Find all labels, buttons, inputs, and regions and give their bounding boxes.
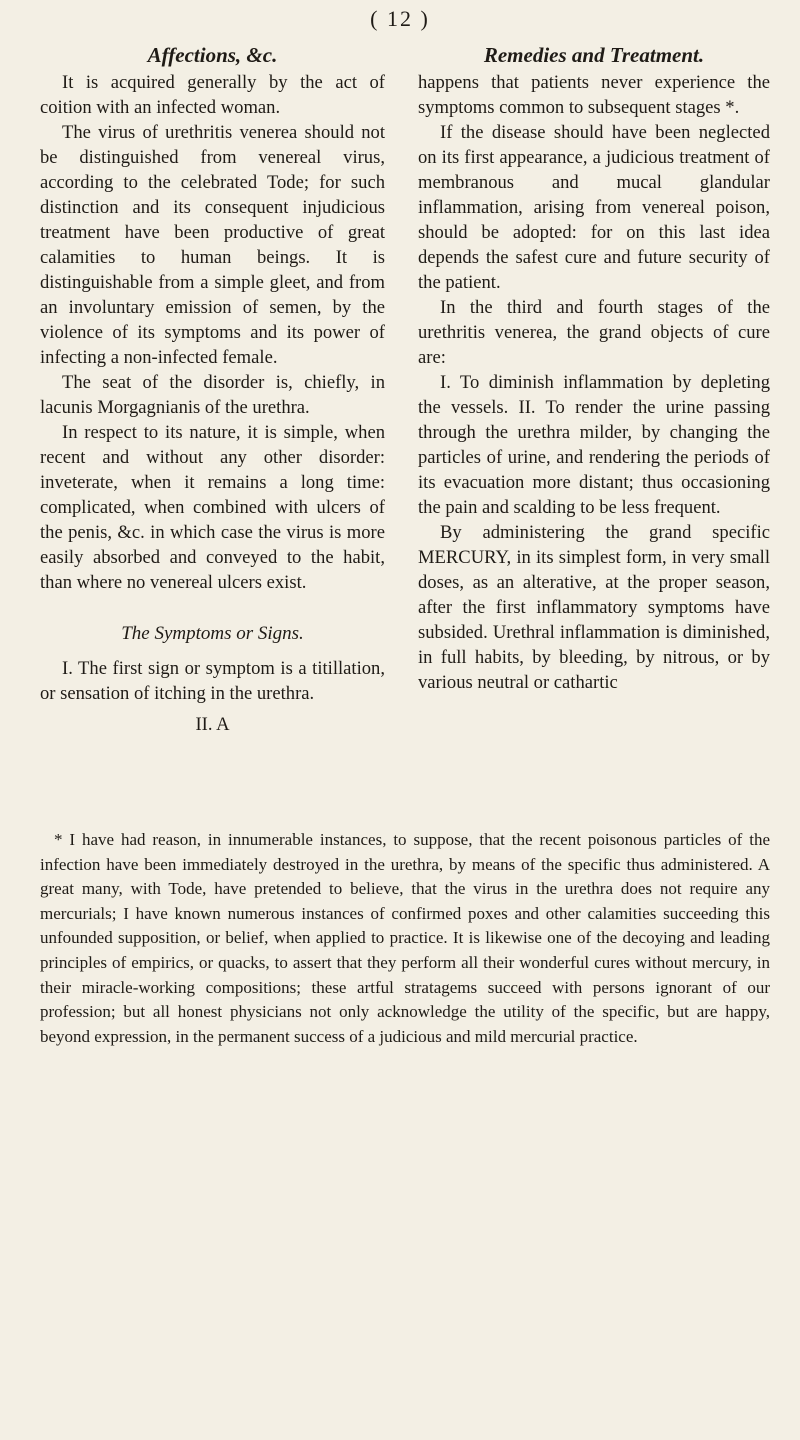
right-paragraph-1: happens that patients never experience the symptoms common to subsequent stages *. [418,72,770,118]
symptoms-subheading: The Symptoms or Signs. [121,623,304,644]
left-catchword: II. A [195,714,230,735]
left-paragraph-4: In respect to its nature, it is simple, when recent and without any other disorder: inveterate, when it remains a long time: complicated, when combined with ulcers of the penis, &c. in which case the virus is more easily absorbed and conveyed to the habit, than where no venereal ulcers exist. [40,422,385,593]
left-paragraph-2: The virus of urethritis venerea should not be distinguished from venereal virus, according to the celebrated Tode; for such distinction and its consequent injudicious treatment have been productive of great calamities to human beings. It is distinguishable from a simple gleet, and from an involuntary emission of semen, by the violence of its symptoms and its power of infecting a non-infected female. [40,122,385,368]
right-paragraph-5: By administering the grand specific MERCURY, in its simplest form, in very small doses, as an alterative, at the proper season, after the first inflammatory symptoms have subsided. Urethral inflammation is diminished, in full habits, by bleeding, by nitrous, or by various neutral or cathartic [418,522,770,693]
left-column [40,42,385,737]
left-paragraph-3: The seat of the disorder is, chiefly, in lacunis Morgagnianis of the urethra. [40,372,385,418]
right-paragraph-4: I. To diminish inflammation by depleting the vessels. II. To render the urine passing through the urethra milder, by changing the particles of urine, and rendering the periods of its evacuation more distant; thus occasioning the pain and scalding to be less frequent. [418,372,770,518]
right-paragraph-3: In the third and fourth stages of the urethritis venerea, the grand objects of cure are: [418,297,770,368]
left-paragraph-1: It is acquired generally by the act of coition with an infected woman. [40,72,385,118]
right-column [418,42,770,695]
right-running-header: Remedies and Treatment. [483,43,705,67]
footnote [40,828,770,1049]
left-running-header: Affections, &c. [147,43,278,67]
footnote-text: * I have had reason, in innumerable instances, to suppose, that the recent poisonous particles of the infection have been immediately destroyed in the urethra, by means of the specific thus administered. A great many, with Tode, have pretended to believe, that the virus in the urethra does not require any mercurials; I have known numerous instances of confirmed poxes and other calamities succeeding this unfounded supposition, or belief, when applied to practice. It is likewise one of the decoying and leading principles of empirics, or quacks, to assert that they perform all their wonderful cures without mercury, in their miracle-working compositions; these artful stratagems succeed with persons ignorant of our profession; but all honest physicians not only acknowledge the utility of the specific, but are happy, beyond expression, in the permanent success of a judicious and mild mercurial practice. [40,830,770,1046]
right-paragraph-2: If the disease should have been neglected on its first appearance, a judicious treatment of membranous and mucal glandular inflammation, arising from venereal poison, should be adopted: for on this last idea depends the safest cure and future security of the patient. [418,122,770,293]
left-paragraph-5: I. The first sign or symptom is a titillation, or sensation of itching in the urethra. [40,658,385,704]
page-number: ( 12 ) [370,6,430,31]
